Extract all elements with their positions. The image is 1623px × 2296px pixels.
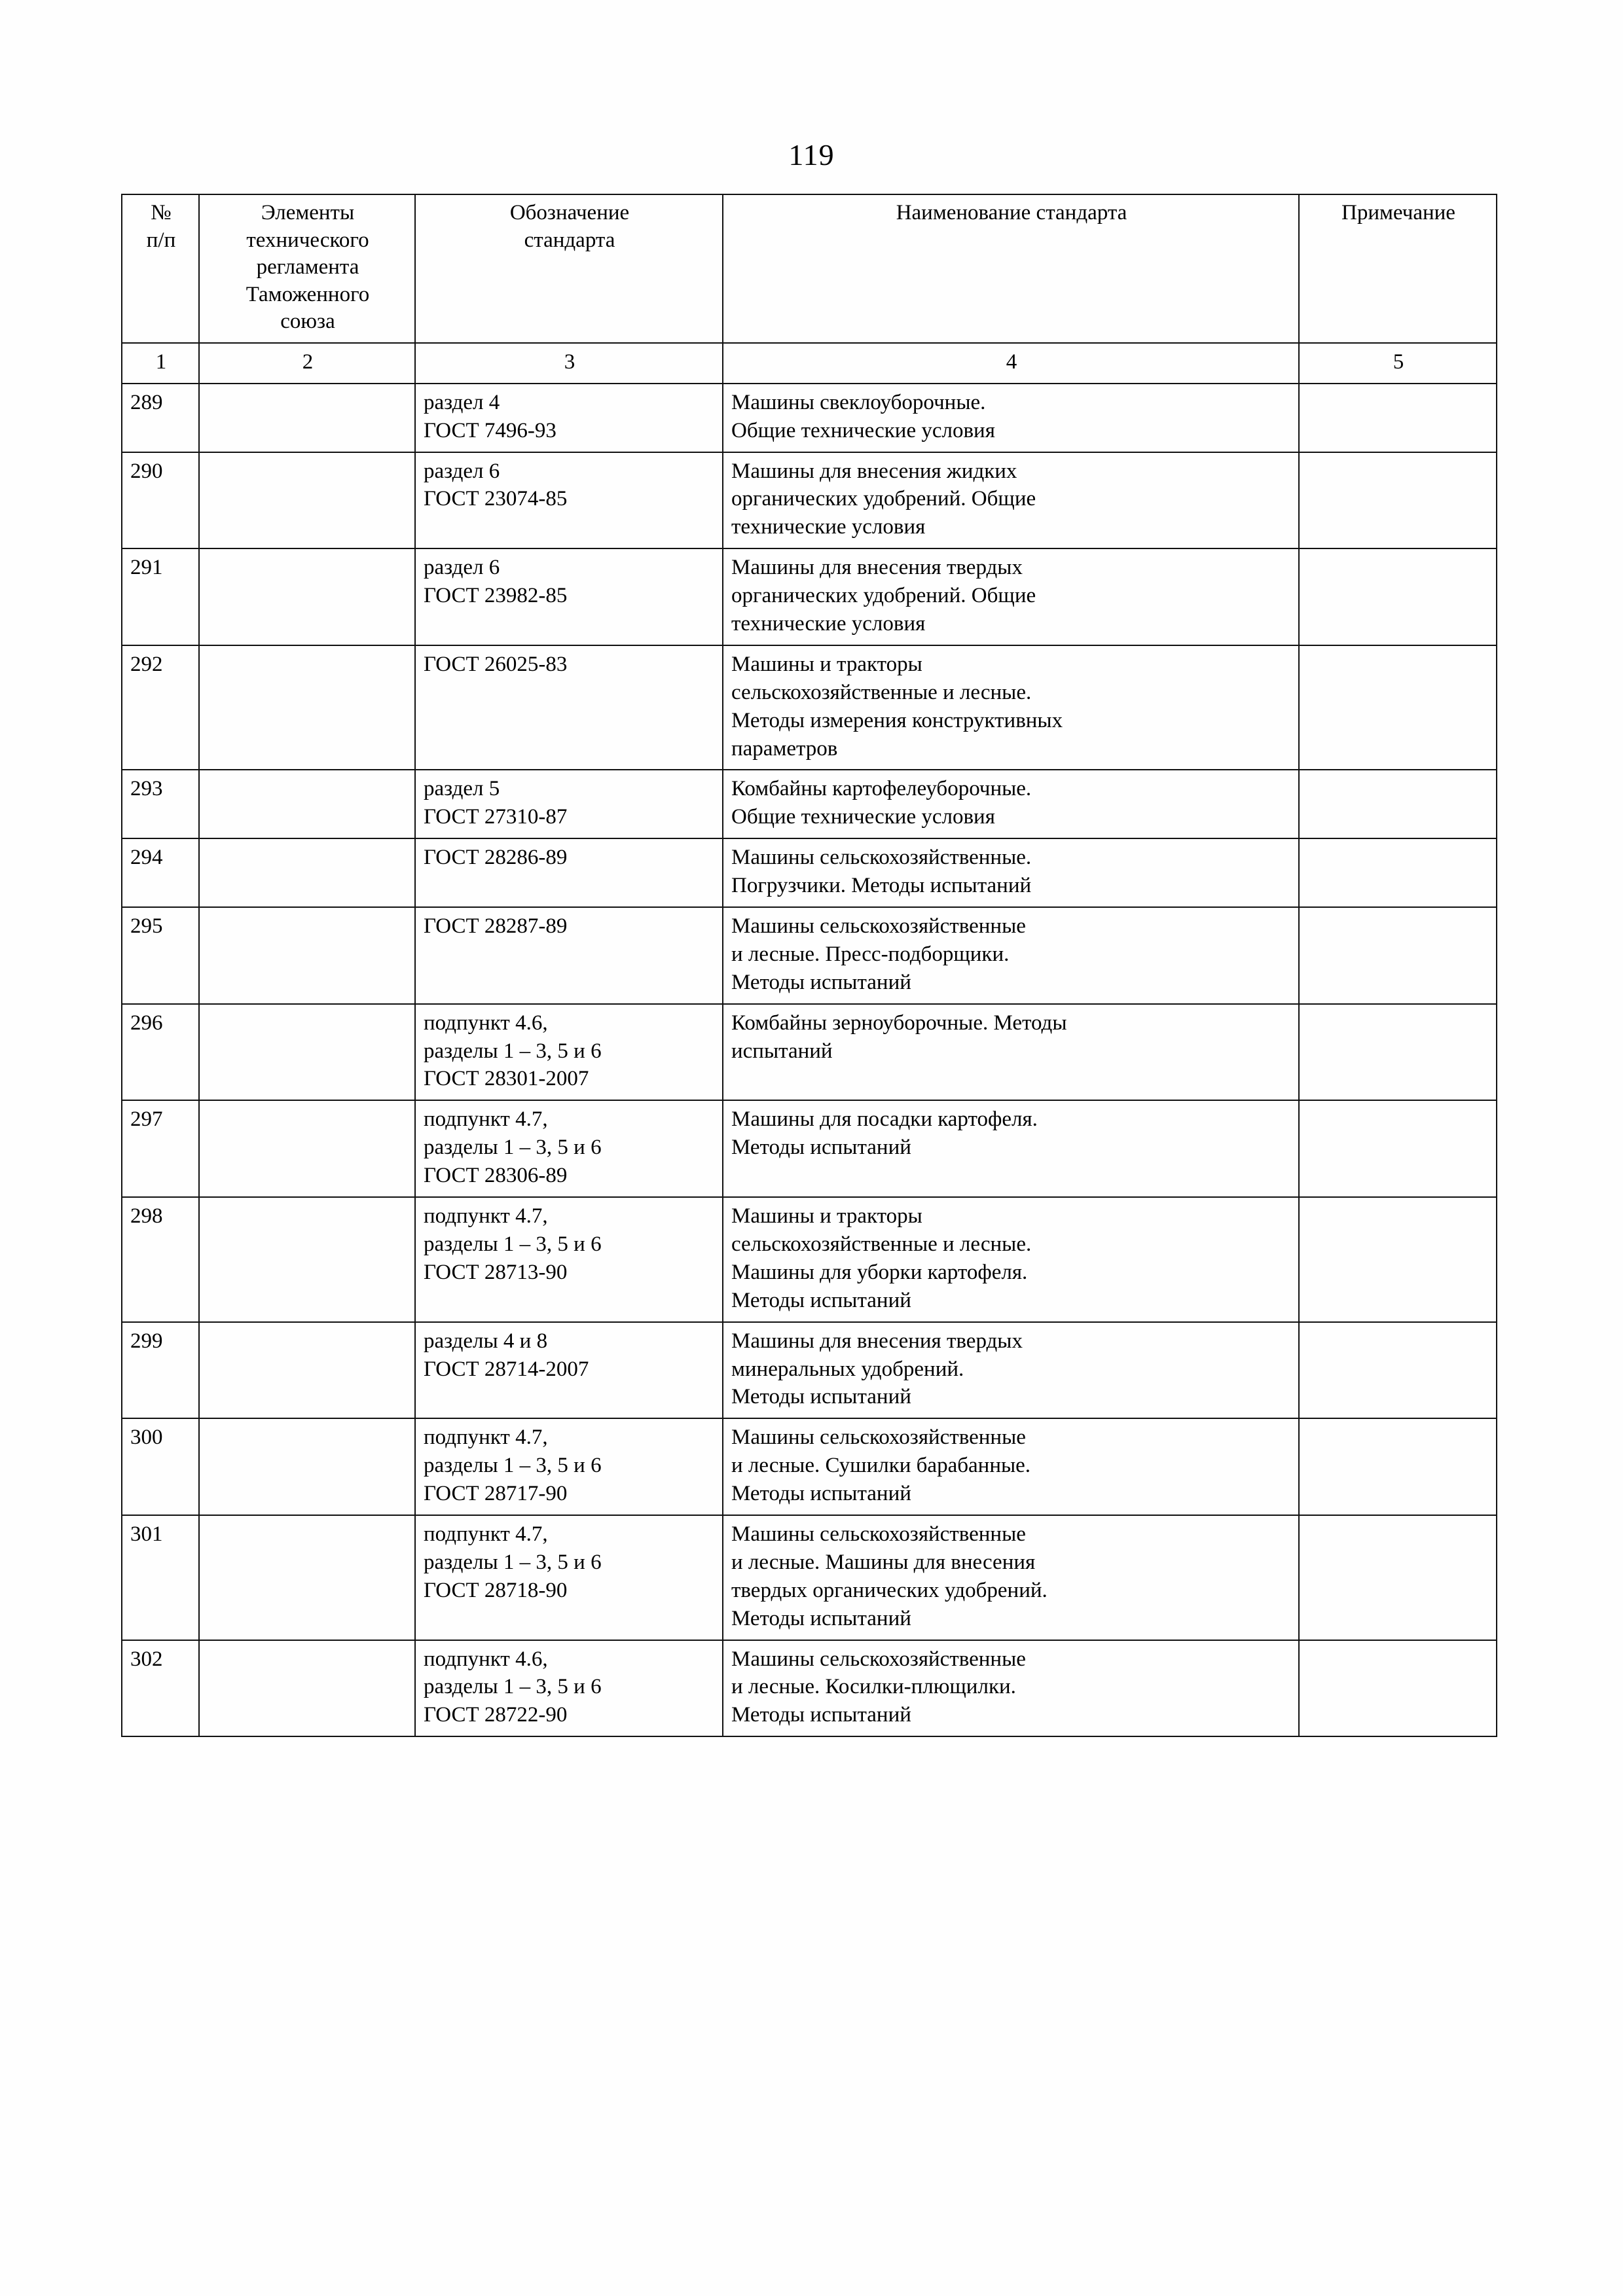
cell-number: 301	[122, 1515, 199, 1640]
cell-standard-name	[723, 1322, 1299, 1419]
standard-name-line: Погрузчики. Методы испытаний	[731, 874, 1032, 898]
designation-line: подпункт 4.7,	[424, 1107, 548, 1132]
standard-name-line: Методы испытаний	[731, 1606, 911, 1630]
designation-line: подпункт 4.7,	[424, 1522, 548, 1546]
cell-number: 291	[122, 548, 199, 645]
cell-note	[1299, 548, 1497, 645]
designation-line: подпункт 4.7,	[424, 1426, 548, 1450]
standard-name-line: Методы испытаний	[731, 970, 911, 994]
header-line: №	[151, 201, 172, 224]
cell-designation	[415, 838, 723, 907]
cell-designation	[415, 1322, 723, 1419]
standard-name-line: Методы испытаний	[731, 1136, 911, 1160]
table-row	[122, 1640, 1497, 1737]
column-header-number	[122, 194, 199, 343]
standard-name-line: Общие технические условия	[731, 418, 995, 442]
header-line: технического	[246, 228, 369, 252]
cell-standard-name	[723, 1640, 1299, 1737]
cell-elements	[199, 452, 415, 549]
table-row	[122, 770, 1497, 838]
cell-elements	[199, 1197, 415, 1322]
designation-line: ГОСТ 26025-83	[424, 652, 568, 676]
designation-line: раздел 5	[424, 777, 500, 801]
cell-note	[1299, 1418, 1497, 1515]
designation-line: ГОСТ 28301-2007	[424, 1067, 589, 1091]
standard-name-line: органических удобрений. Общие	[731, 487, 1036, 511]
cell-number: 290	[122, 452, 199, 549]
cell-standard-name	[723, 1004, 1299, 1101]
standard-name-line: Машины для уборки картофеля.	[731, 1260, 1028, 1284]
standard-name-line: сельскохозяйственные и лесные.	[731, 680, 1032, 704]
standard-name-line: параметров	[731, 736, 838, 761]
cell-number: 294	[122, 838, 199, 907]
cell-standard-name	[723, 645, 1299, 770]
table-row	[122, 1004, 1497, 1101]
cell-designation	[415, 548, 723, 645]
cell-designation	[415, 384, 723, 452]
designation-line: разделы 1 – 3, 5 и 6	[424, 1675, 602, 1699]
standard-name-line: Общие технические условия	[731, 805, 995, 829]
designation-line: подпункт 4.7,	[424, 1204, 548, 1229]
standard-name-line: и лесные. Пресс-подборщики.	[731, 942, 1010, 966]
standards-table	[121, 194, 1497, 1737]
cell-number: 300	[122, 1418, 199, 1515]
designation-line: раздел 6	[424, 556, 500, 580]
standard-name-line: Комбайны картофелеуборочные.	[731, 777, 1032, 801]
standard-name-line: Методы измерения конструктивных	[731, 708, 1063, 732]
header-line: Наименование стандарта	[896, 201, 1127, 224]
cell-number: 293	[122, 770, 199, 838]
designation-line: ГОСТ 28287-89	[424, 914, 568, 939]
column-number-2: 2	[199, 343, 415, 384]
cell-note	[1299, 838, 1497, 907]
cell-standard-name	[723, 384, 1299, 452]
cell-designation	[415, 907, 723, 1004]
cell-standard-name	[723, 1197, 1299, 1322]
standard-name-line: Комбайны зерноуборочные. Методы	[731, 1011, 1067, 1035]
cell-elements	[199, 645, 415, 770]
header-line: Таможенного	[246, 282, 370, 306]
cell-standard-name	[723, 1418, 1299, 1515]
standard-name-line: Машины сельскохозяйственные	[731, 914, 1026, 939]
cell-designation	[415, 1515, 723, 1640]
cell-note	[1299, 1004, 1497, 1101]
cell-elements	[199, 1322, 415, 1419]
column-number-3: 3	[415, 343, 723, 384]
cell-designation	[415, 1418, 723, 1515]
standard-name-line: Машины и тракторы	[731, 1204, 922, 1229]
designation-line: ГОСТ 23982-85	[424, 584, 568, 608]
cell-standard-name	[723, 770, 1299, 838]
cell-designation	[415, 770, 723, 838]
cell-number: 292	[122, 645, 199, 770]
cell-note	[1299, 1640, 1497, 1737]
designation-line: разделы 1 – 3, 5 и 6	[424, 1550, 602, 1574]
cell-standard-name	[723, 907, 1299, 1004]
cell-number: 297	[122, 1100, 199, 1197]
standard-name-line: минеральных удобрений.	[731, 1357, 964, 1381]
cell-elements	[199, 907, 415, 1004]
standard-name-line: органических удобрений. Общие	[731, 584, 1036, 608]
designation-line: ГОСТ 28714-2007	[424, 1357, 589, 1381]
table-row	[122, 1515, 1497, 1640]
cell-number: 298	[122, 1197, 199, 1322]
standard-name-line: Методы испытаний	[731, 1703, 911, 1727]
cell-number: 302	[122, 1640, 199, 1737]
designation-line: ГОСТ 28286-89	[424, 846, 568, 870]
table-row	[122, 838, 1497, 907]
cell-elements	[199, 384, 415, 452]
standard-name-line: испытаний	[731, 1039, 833, 1063]
table-row	[122, 1418, 1497, 1515]
header-line: Обозначение	[509, 201, 630, 224]
column-header-elements	[199, 194, 415, 343]
standard-name-line: Машины сельскохозяйственные	[731, 1522, 1026, 1546]
column-number-1: 1	[122, 343, 199, 384]
standard-name-line: Машины сельскохозяйственные	[731, 1426, 1026, 1450]
designation-line: ГОСТ 7496-93	[424, 418, 556, 442]
designation-line: разделы 1 – 3, 5 и 6	[424, 1039, 602, 1063]
standard-name-line: Машины свеклоуборочные.	[731, 390, 986, 414]
cell-note	[1299, 384, 1497, 452]
table-row	[122, 1100, 1497, 1197]
table-row	[122, 384, 1497, 452]
header-line: союза	[280, 310, 335, 334]
designation-line: подпункт 4.6,	[424, 1011, 548, 1035]
cell-elements	[199, 1418, 415, 1515]
column-number-4: 4	[723, 343, 1299, 384]
cell-standard-name	[723, 838, 1299, 907]
cell-elements	[199, 770, 415, 838]
standard-name-line: Машины и тракторы	[731, 652, 922, 676]
header-line: стандарта	[524, 228, 615, 252]
standard-name-line: Методы испытаний	[731, 1385, 911, 1409]
table-header-row	[122, 194, 1497, 343]
cell-elements	[199, 548, 415, 645]
cell-designation	[415, 645, 723, 770]
designation-line: ГОСТ 28713-90	[424, 1260, 568, 1284]
designation-line: ГОСТ 23074-85	[424, 487, 568, 511]
column-number-5: 5	[1299, 343, 1497, 384]
cell-note	[1299, 1515, 1497, 1640]
table-header	[122, 194, 1497, 384]
cell-number: 299	[122, 1322, 199, 1419]
standard-name-line: и лесные. Косилки-плющилки.	[731, 1675, 1016, 1699]
designation-line: ГОСТ 27310-87	[424, 805, 568, 829]
header-line: Элементы	[261, 201, 355, 224]
standard-name-line: Машины сельскохозяйственные.	[731, 846, 1032, 870]
column-header-designation	[415, 194, 723, 343]
standard-name-line: Методы испытаний	[731, 1288, 911, 1312]
cell-number: 296	[122, 1004, 199, 1101]
designation-line: подпункт 4.6,	[424, 1647, 548, 1671]
designation-line: ГОСТ 28718-90	[424, 1578, 568, 1602]
designation-line: разделы 1 – 3, 5 и 6	[424, 1136, 602, 1160]
cell-designation	[415, 1004, 723, 1101]
standard-name-line: Машины для внесения жидких	[731, 459, 1017, 483]
table-row	[122, 1197, 1497, 1322]
cell-elements	[199, 1004, 415, 1101]
header-line: п/п	[146, 228, 176, 252]
standard-name-line: и лесные. Сушилки барабанные.	[731, 1454, 1031, 1478]
cell-designation	[415, 1640, 723, 1737]
cell-designation	[415, 1197, 723, 1322]
table-row	[122, 1322, 1497, 1419]
table-row	[122, 452, 1497, 549]
cell-number: 295	[122, 907, 199, 1004]
designation-line: разделы 1 – 3, 5 и 6	[424, 1232, 602, 1256]
cell-designation	[415, 452, 723, 549]
cell-note	[1299, 452, 1497, 549]
table-row	[122, 907, 1497, 1004]
standard-name-line: технические условия	[731, 612, 926, 636]
standard-name-line: твердых органических удобрений.	[731, 1578, 1048, 1602]
designation-line: раздел 6	[424, 459, 500, 483]
header-line: регламента	[256, 255, 359, 279]
standard-name-line: и лесные. Машины для внесения	[731, 1550, 1036, 1574]
standard-name-line: технические условия	[731, 515, 926, 539]
cell-note	[1299, 645, 1497, 770]
table-body	[122, 384, 1497, 1736]
designation-line: ГОСТ 28306-89	[424, 1164, 568, 1188]
cell-elements	[199, 838, 415, 907]
designation-line: раздел 4	[424, 390, 500, 414]
cell-standard-name	[723, 1100, 1299, 1197]
column-header-name	[723, 194, 1299, 343]
standard-name-line: Машины для посадки картофеля.	[731, 1107, 1038, 1132]
designation-line: разделы 1 – 3, 5 и 6	[424, 1454, 602, 1478]
cell-note	[1299, 907, 1497, 1004]
designation-line: ГОСТ 28722-90	[424, 1703, 568, 1727]
designation-line: ГОСТ 28717-90	[424, 1482, 568, 1506]
cell-number: 289	[122, 384, 199, 452]
designation-line: разделы 4 и 8	[424, 1329, 548, 1353]
standard-name-line: Методы испытаний	[731, 1482, 911, 1506]
cell-designation	[415, 1100, 723, 1197]
cell-elements	[199, 1515, 415, 1640]
standard-name-line: Машины сельскохозяйственные	[731, 1647, 1026, 1671]
cell-elements	[199, 1640, 415, 1737]
cell-note	[1299, 1197, 1497, 1322]
page-number: 119	[788, 138, 835, 171]
header-line: Примечание	[1341, 201, 1455, 224]
cell-note	[1299, 1322, 1497, 1419]
cell-standard-name	[723, 452, 1299, 549]
standard-name-line: Машины для внесения твердых	[731, 1329, 1023, 1353]
cell-note	[1299, 1100, 1497, 1197]
cell-note	[1299, 770, 1497, 838]
column-number-row	[122, 343, 1497, 384]
cell-standard-name	[723, 1515, 1299, 1640]
standard-name-line: сельскохозяйственные и лесные.	[731, 1232, 1032, 1256]
table-row	[122, 645, 1497, 770]
cell-elements	[199, 1100, 415, 1197]
cell-standard-name	[723, 548, 1299, 645]
standard-name-line: Машины для внесения твердых	[731, 556, 1023, 580]
table-row	[122, 548, 1497, 645]
column-header-note	[1299, 194, 1497, 343]
